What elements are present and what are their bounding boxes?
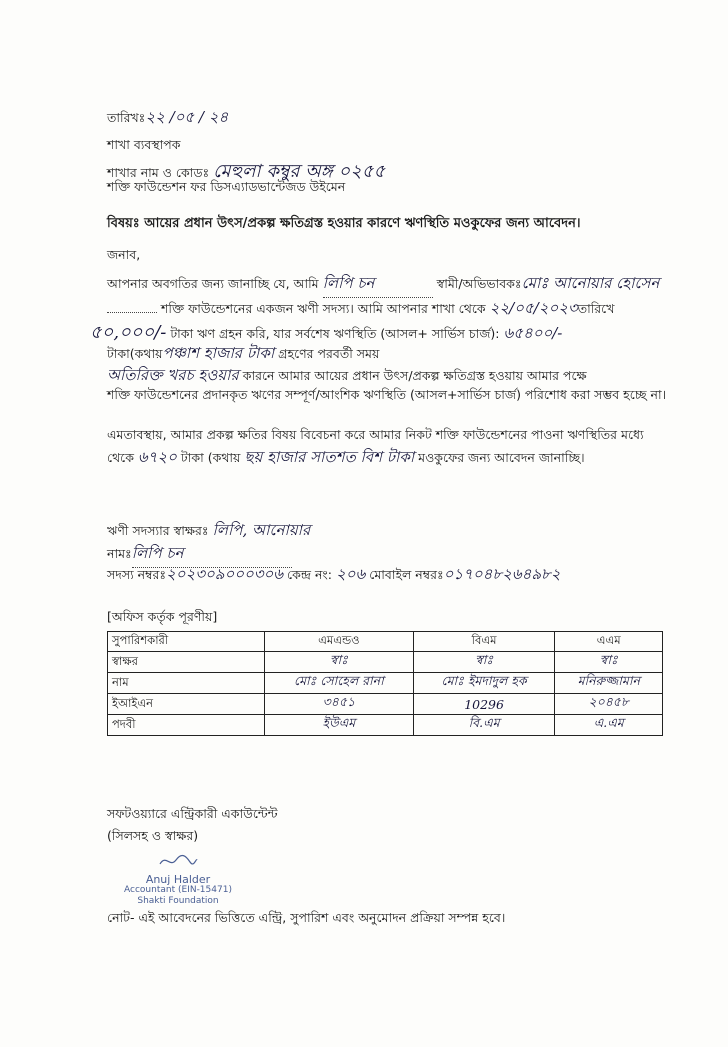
body-text: টাকা(কথায় [107,346,163,361]
table-row [108,673,663,694]
body-text: স্বামী/অভিভাবকঃ [436,276,522,291]
body-text: মওকুফের জন্য আবেদন জানাচ্ছি। [418,450,585,465]
member-name-label: নামঃ [107,546,132,561]
body-text: টাকা ঋণ গ্রহন করি, যার সর্বশেষ ঋণস্থিতি [170,326,377,341]
outstanding-amount: ৬৫৪০০/- [503,324,563,342]
applicant-name: লিপি চন [323,272,433,298]
subject-line: বিষয়ঃ আয়ের প্রধান উৎস/প্রকল্প ক্ষতিগ্রস্ত হওয়ার কারণে ঋণস্থিতি মওকুফের জন্য আবেদন। [107,216,581,231]
table-cell: 10296 [413,694,555,715]
body-line-1 [107,272,659,298]
member-sign-label: ঋণী সদস্যার স্বাক্ষরঃ [107,523,209,538]
table-cell: ৩৪৫১ [265,694,414,715]
loan-date: ২২/০৫/২০২৩ [489,299,578,317]
table-header-cell: এএম [555,632,663,652]
body-text: তারিখে [577,301,615,316]
center-label: কেন্দ্র নং: [287,567,333,582]
body-text: শক্তি ফাউন্ডেশনের একজন ঋণী সদস্য। আমি আপনার শাখা থেকে [160,301,486,316]
branch-name-label: শাখার নাম ও কোডঃ [107,165,210,180]
body-text: এমতাবস্থায়, আমার প্রকল্প ক্ষতির বিষয় বিবেচনা করে আমার নিকট শক্তি ফাউন্ডেশনের পাওনা ঋণস্থিতির মধ্যে থেকে [107,427,644,465]
row-label: স্বাক্ষর [108,652,265,673]
table-cell: ইউএম [265,715,414,736]
mobile-no: ০১৭০৪৮২৬৪৯৮২ [443,565,561,583]
blank-dots [107,312,157,313]
guardian-name: মোঃ আনোয়ার হোসেন [521,274,660,292]
table-header-cell: এমএন্ডও [265,632,414,652]
date-label: তারিখঃ [107,110,146,125]
office-caption: [অফিস কর্তৃক পূরণীয়] [107,609,218,624]
body-text: গ্রহণের পরবর্তী সময় [278,346,380,361]
member-sign-line [107,519,310,544]
body-line-6: শক্তি ফাউন্ডেশনের প্রদানকৃত ঋণের সম্পূর্ণ/আংশিক ঋণস্থিতি (আসল+সার্ভিস চার্জ) পরিশোধ করা সম্ভব হচ্ছে না। [107,387,667,402]
salutation: জনাব, [107,247,141,262]
org-name: শক্তি ফাউন্ডেশন ফর ডিসএ্যাডভান্টেজড উইমেন [107,179,346,194]
row-label: নাম [108,673,265,694]
table-header-row [108,632,663,652]
waive-amount-words: ছয় হাজার সাতশত বিশ টাকা [244,448,415,466]
row-label: পদবী [108,715,265,736]
stamp-org: Shakti Foundation [137,896,219,906]
reason: অতিরিক্ত খরচ হওয়ার [107,366,239,384]
body-text: (আসল+ সার্ভিস চার্জ): [380,326,500,341]
table-row [108,694,663,715]
body-text: টাকা (কথায় [180,450,241,465]
waive-amount: ৬৭২০ [137,448,177,466]
row-label: ইআইএন [108,694,265,715]
date-line [107,106,228,131]
member-info-line [107,563,561,588]
footer-note: নোট- এই আবেদনের ভিত্তিতে এন্ট্রি, সুপারিশ এবং অনুমোদন প্রক্রিয়া সম্পন্ন হবে। [107,910,506,925]
accountant-line-2: (সিলসহ ও স্বাক্ষর) [107,828,199,843]
table-cell: স্বাঃ [555,652,663,673]
member-no: ২০২৩০৯০০০৩০৬ [166,565,284,583]
recommendation-table [107,631,663,736]
accountant-line-1: সফটওয়্যারে এন্ট্রিকারী একাউন্টেন্ট [107,806,278,821]
signature-scribble-icon [158,852,198,870]
member-no-label: সদস্য নম্বরঃ [107,567,167,582]
table-header-cell: বিএম [413,632,555,652]
table-cell: বি.এম [413,715,555,736]
table-row [108,715,663,736]
body-text: কারনে আমার আয়ের প্রধান উৎস/প্রকল্প ক্ষতিগ্রস্ত হওয়ায় আমার পক্ষে [242,368,587,383]
loan-amount: ৫০,০০০/- [90,322,167,343]
branch-manager: শাখা ব্যবস্থাপক [107,137,181,152]
stamp-name: Anuj Halder [145,873,211,886]
body-text: আপনার অবগতির জন্য জানাচ্ছি যে, আমি [107,276,319,291]
table-cell: মনিরুজ্জামান [555,673,663,694]
member-name: লিপি চন [132,542,292,568]
branch-name-value: মেহুলা কম্বুর অঙ্গ ০২৫৫ [213,161,386,182]
accountant-stamp [113,852,243,907]
table-cell: মোঃ ইমদাদুল হক [413,673,555,694]
table-cell: স্বাঃ [265,652,414,673]
member-signature: লিপি, আনোয়ার [212,521,311,539]
center-no: ২০৬ [336,565,366,583]
stamp-title: Accountant (EIN-15471) [124,885,232,895]
table-row [108,652,663,673]
table-cell: ২০৪৫৮ [555,694,663,715]
table-cell: স্বাঃ [413,652,555,673]
table-cell: এ.এম [555,715,663,736]
table-header-cell: সুপারিশকারী [108,632,265,652]
table-cell: মোঃ সোহেল রানা [265,673,414,694]
mobile-label: মোবাইল নম্বরঃ [369,567,444,582]
date-value: ২২ /০৫ / ২৪ [145,108,229,126]
body-paragraph-2 [107,424,667,469]
amount-in-words: পঞ্চাশ হাজার টাকা [162,344,275,362]
